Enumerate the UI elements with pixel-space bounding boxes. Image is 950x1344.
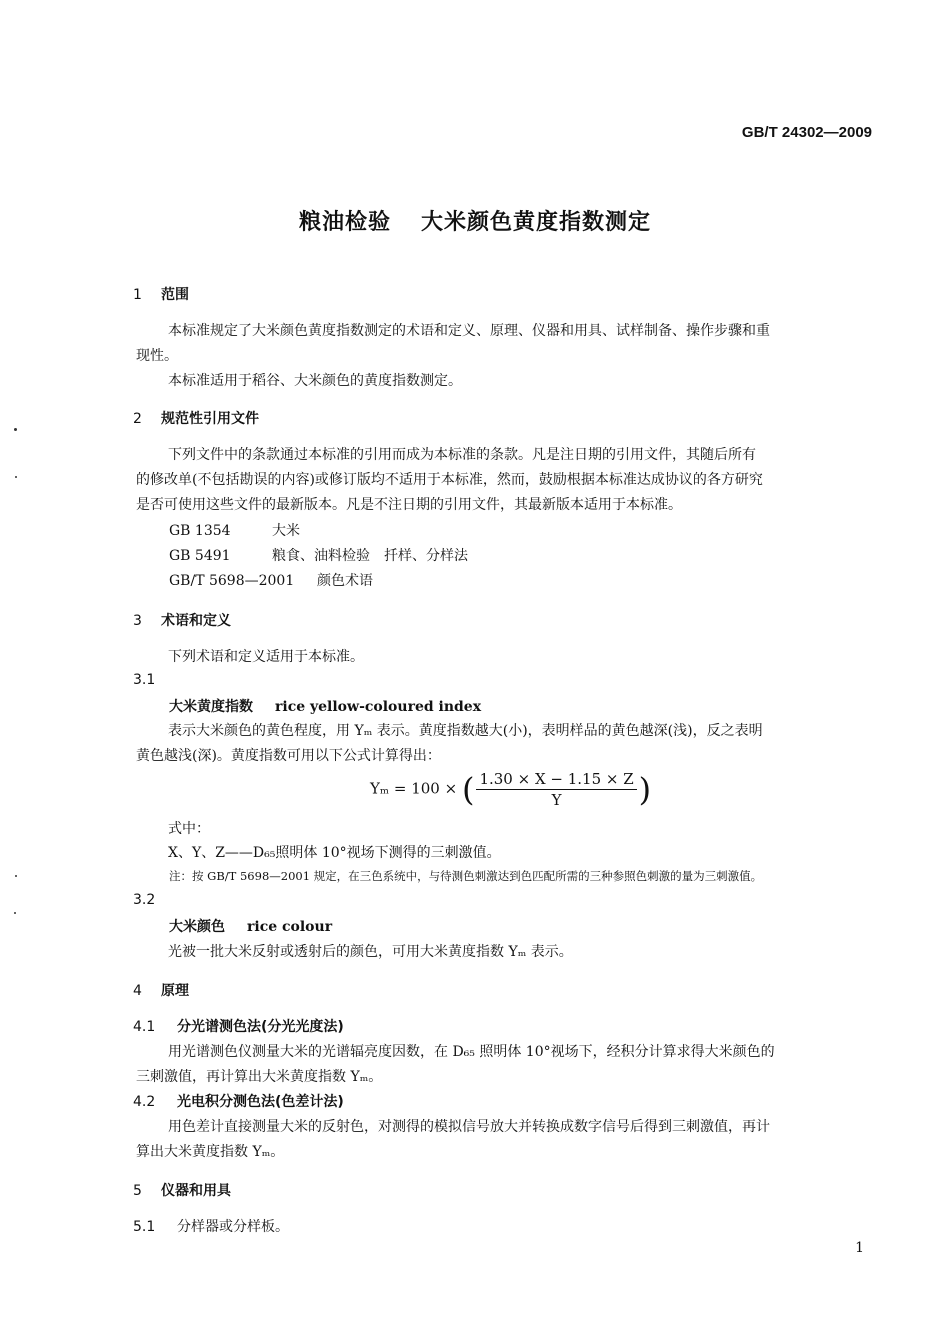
term-3-2-heading: 大米颜色 rice colour — [169, 919, 333, 935]
s4-2-line-2: 算出大米黄度指数 Yₘ。 — [136, 1144, 285, 1160]
term-3-2-number: 3.2 — [133, 892, 156, 908]
page-number: 1 — [855, 1240, 864, 1256]
xyz-definition: X、Y、Z——D₆₅照明体 10°视场下测得的三刺激值。 — [168, 845, 501, 861]
term-3-1-heading: 大米黄度指数 rice yellow-coloured index — [169, 699, 482, 715]
formula-lhs: Yₘ = 100 × — [370, 779, 458, 798]
s2-paragraph-line-2: 的修改单(不包括勘误的内容)或修订版均不适用于本标准，然而，鼓励根据本标准达成协议的各方研究 — [136, 472, 763, 488]
where-label: 式中： — [168, 821, 210, 837]
term-3-1-number: 3.1 — [133, 672, 156, 688]
term-3-2-definition: 光被一批大米反射或透射后的颜色，可用大米黄度指数 Yₘ 表示。 — [168, 944, 573, 960]
document-title — [0, 205, 950, 236]
yellowness-formula: Yₘ = 100 × ( $\frac{1.30 \times X - 1.15 \times Z}{Y}$ ) — [370, 770, 652, 809]
scan-speck — [14, 912, 16, 914]
s4-1-line-2: 三刺激值，再计算出大米黄度指数 Yₘ。 — [136, 1069, 383, 1085]
title-part-2: 大米颜色黄度指数测定 — [421, 210, 652, 235]
section-4-1-heading: 4.1 分光谱测色法(分光光度法) — [133, 1019, 344, 1035]
reference-item: GB/T 5698—2001 颜色术语 — [169, 573, 373, 589]
term-3-1-definition-line-2: 黄色越浅(深)。黄度指数可用以下公式计算得出： — [136, 748, 441, 764]
scan-speck — [15, 875, 17, 877]
formula-numerator: 1.30 × X − 1.15 × Z — [476, 770, 636, 790]
section-5-1: 5.1 分样器或分样板。 — [133, 1219, 289, 1235]
section-4-2-heading: 4.2 光电积分测色法(色差计法) — [133, 1094, 344, 1110]
section-4-heading: 4 原理 — [133, 983, 189, 999]
scan-speck — [14, 428, 17, 431]
s2-paragraph-line-3: 是否可使用这些文件的最新版本。凡是不注日期的引用文件，其最新版本适用于本标准。 — [136, 497, 682, 513]
scan-speck — [15, 476, 17, 478]
s4-1-line-1: 用光谱测色仪测量大米的光谱辐亮度因数，在 D₆₅ 照明体 10°视场下，经积分计算求得大米颜色的 — [168, 1044, 775, 1060]
formula-denominator: Y — [551, 791, 562, 809]
s1-paragraph-1-line-1: 本标准规定了大米颜色黄度指数测定的术语和定义、原理、仪器和用具、试样制备、操作步骤和重 — [168, 323, 770, 339]
title-part-1: 粮油检验 — [298, 210, 391, 235]
term-3-1-definition-line-1: 表示大米颜色的黄色程度，用 Yₘ 表示。黄度指数越大(小)，表明样品的黄色越深(浅)，反之表明 — [168, 723, 763, 739]
reference-item: GB 5491 粮食、油料检验 扦样、分样法 — [169, 548, 468, 564]
section-2-heading: 2 规范性引用文件 — [133, 411, 259, 427]
s3-intro: 下列术语和定义适用于本标准。 — [168, 649, 364, 665]
standard-code: GB/T 24302—2009 — [741, 124, 872, 141]
note: 注：按 GB/T 5698—2001 规定，在三色系统中，与待测色刺激达到色匹配所需的三种参照色刺激的量为三刺激值。 — [169, 869, 763, 883]
section-5-heading: 5 仪器和用具 — [133, 1183, 231, 1199]
reference-item: GB 1354 大米 — [169, 523, 300, 539]
s4-2-line-1: 用色差计直接测量大米的反射色，对测得的模拟信号放大并转换成数字信号后得到三刺激值，再计 — [168, 1119, 770, 1135]
section-3-heading: 3 术语和定义 — [133, 613, 231, 629]
s1-paragraph-2: 本标准适用于稻谷、大米颜色的黄度指数测定。 — [168, 373, 462, 389]
s2-paragraph-line-1: 下列文件中的条款通过本标准的引用而成为本标准的条款。凡是注日期的引用文件，其随后所有 — [168, 447, 756, 463]
section-1-heading: 1 范围 — [133, 287, 189, 303]
s1-paragraph-1-line-2: 现性。 — [136, 348, 178, 364]
